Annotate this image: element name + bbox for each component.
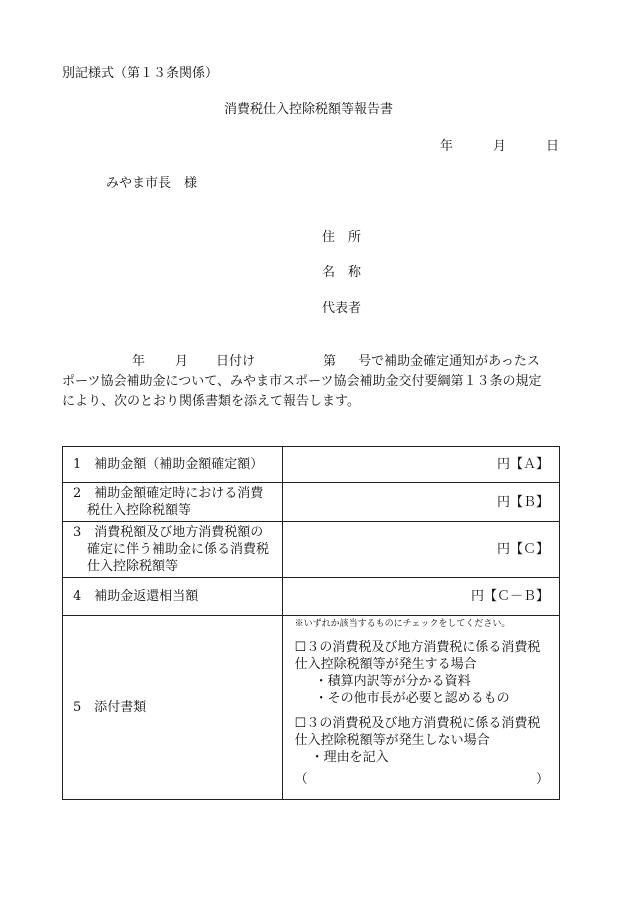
option-2-checkbox[interactable] [295,715,551,749]
row-1-label-cell [63,447,283,483]
option-1-checkbox[interactable] [295,639,551,673]
date-month: 月 [493,139,507,154]
sender-name-label: 名 称 [322,265,362,280]
sender-representative-label: 代表者 [322,301,362,316]
document-title: 消費税仕入控除税額等報告書 [224,102,394,117]
row-3-label-line-2: 確定に伴う補助金に係る消費税 [87,542,270,557]
table-row [63,447,560,483]
option-2-line-1: ☐３の消費税及び地方消費税に係る消費税 [294,716,541,731]
attachments-note: ※いずれか該当するものにチェックをしてください。 [294,619,511,629]
row-2-value-cell[interactable] [282,483,559,522]
table-row [63,616,560,800]
row-3-value-cell[interactable] [282,522,559,578]
option-2-item-1: ・理由を記入 [310,750,389,765]
report-table [62,446,560,800]
row-1-value-cell[interactable] [282,447,559,483]
row-2-value-unit: 円【Ｂ】 [496,494,549,510]
row-2-label-cell [63,483,283,522]
row-4-value-cell[interactable] [282,578,559,616]
date-day: 日 [546,139,560,154]
reason-paren-open: （ [294,772,308,787]
option-1-item-1: ・積算内訳等が分かる資料 [314,674,471,689]
reason-field[interactable] [283,768,559,787]
table-row [63,578,560,616]
option-1-line-2: 仕入控除税額等が発生する場合 [294,657,477,672]
reason-paren-close: ） [535,772,549,787]
paragraph-no-prefix: 第 [323,354,337,369]
table-row [63,522,560,578]
table-row [63,483,560,522]
paragraph-month: 月 [175,354,189,369]
form-number: 別記様式（第１３条関係） [62,66,219,81]
row-3-value-unit: 円【Ｃ】 [496,542,549,557]
paragraph-line-3: により、次のとおり関係書類を添えて報告します。 [62,394,360,409]
row-4-label-cell [63,578,283,616]
paragraph-line-1 [62,352,562,372]
row-3-label-line-1: 3 消費税額及び地方消費税額の [73,525,264,540]
row-5-label-cell [63,616,283,800]
row-1-value-unit: 円【Ａ】 [496,457,549,472]
option-1-item-2: ・その他市長が必要と認めるもの [314,691,510,706]
paragraph-line-2: ポーツ協会補助金について、みやま市スポーツ協会補助金交付要綱第１３条の規定 [62,374,542,389]
row-2-label-line-1: 2 補助金額確定時における消費 [73,486,264,501]
paragraph-year: 年 [132,354,146,369]
option-1-line-1: ☐３の消費税及び地方消費税に係る消費税 [294,640,541,655]
row-1-label: 1 補助金額（補助金額確定額） [73,457,264,472]
attachments-cell [282,616,559,800]
row-4-label: 4 補助金返還相当額 [73,589,199,604]
paragraph-line-1-rest: 号で補助金確定通知があったス [358,354,540,369]
row-3-label-line-3: 仕入控除税額等 [87,559,179,574]
option-2-line-2: 仕入控除税額等が発生しない場合 [294,733,490,748]
sender-address-label: 住 所 [322,230,362,245]
addressee: みやま市長 様 [106,176,198,191]
row-5-label: 5 添付書類 [73,700,147,715]
row-3-label-cell [63,522,283,578]
report-paragraph [62,352,562,412]
paragraph-dated: 日付け [216,354,256,369]
row-4-value-unit: 円【Ｃ－Ｂ】 [470,589,549,604]
row-2-label-line-2: 税仕入控除税額等 [87,503,192,518]
date-year: 年 [440,139,454,154]
